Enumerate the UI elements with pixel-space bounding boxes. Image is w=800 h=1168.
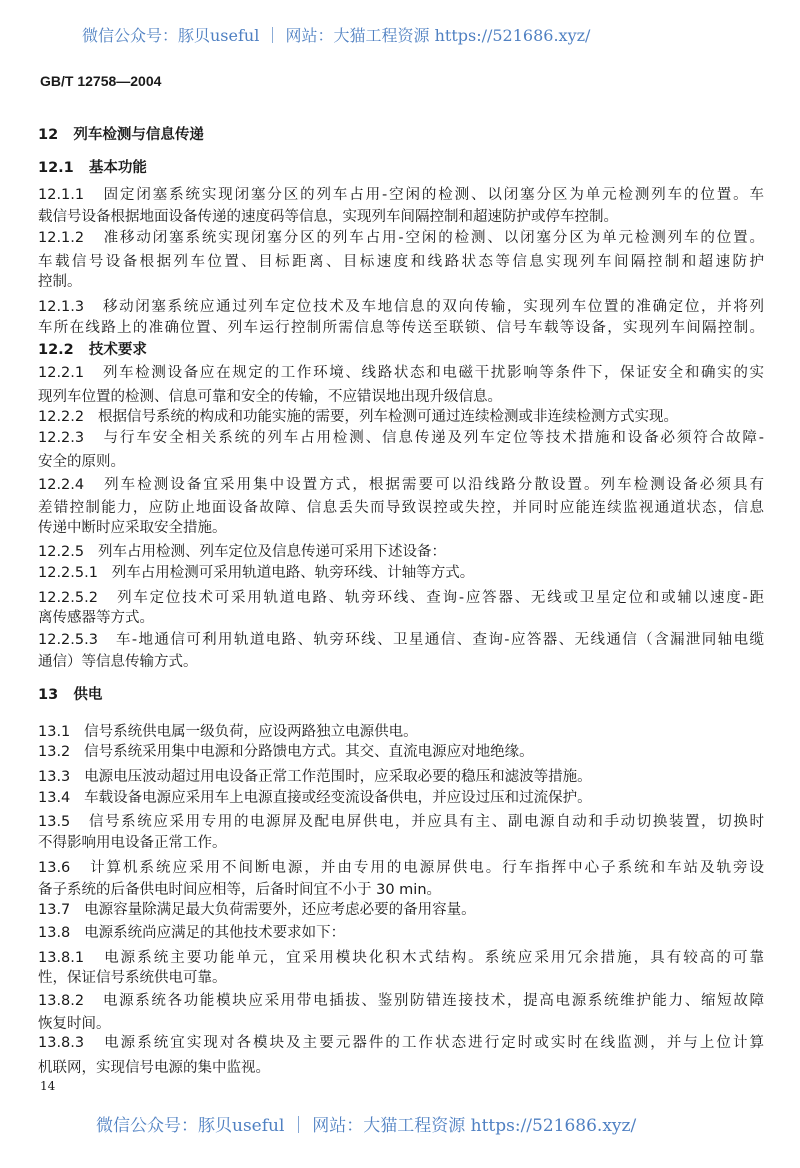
paragraph-line: 现列车位置的检测、信息可靠和安全的传输，不应错误地出现升级信息。 — [38, 389, 502, 405]
paragraph-line: 12.1.2 准移动闭塞系统实现闭塞分区的列车占用-空闲的检测、以闭塞分区为单元检测列车的位置。 — [38, 230, 764, 246]
paragraph-line: 12.1.1 固定闭塞系统实现闭塞分区的列车占用-空闲的检测、以闭塞分区为单元检测列车的位置。车 — [38, 187, 764, 203]
paragraph-line: 12.2.5.1 列车占用检测可采用轨道电路、轨旁环线、计轴等方式。 — [38, 565, 475, 581]
paragraph-line: 13.1 信号系统供电属一级负荷，应设两路独立电源供电。 — [38, 724, 418, 740]
paragraph-line: 控制。 — [38, 274, 82, 290]
paragraph-line: 通信）等信息传输方式。 — [38, 654, 198, 670]
paragraph-line: 传递中断时应采取安全措施。 — [38, 520, 227, 536]
paragraph-line: 13.8.1 电源系统主要功能单元，宜采用模块化积木式结构。系统应采用冗余措施，具有较高的可靠 — [38, 950, 764, 966]
paragraph-line: 12.2.5.2 列车定位技术可采用轨道电路、轨旁环线、查询-应答器、无线或卫星定位和或辅以速度-距 — [38, 590, 764, 606]
paragraph-line: 13.3 电源电压波动超过用电设备正常工作范围时，应采取必要的稳压和滤波等措施。 — [38, 769, 592, 785]
paragraph-line: 安全的原则。 — [38, 454, 125, 470]
paragraph-line: 12.1.3 移动闭塞系统应通过列车定位技术及车地信息的双向传输，实现列车位置的准确定位，并将列 — [38, 299, 764, 315]
watermark-header: 微信公众号：豚贝useful ｜ 网站：大猫工程资源 https://521686.xyz/ — [82, 26, 591, 45]
paragraph-line: 13.8 电源系统尚应满足的其他技术要求如下： — [38, 925, 346, 941]
paragraph-line: 13.7 电源容量除满足最大负荷需要外，还应考虑必要的备用容量。 — [38, 902, 476, 918]
paragraph-line: 载信号设备根据地面设备传递的速度码等信息，实现列车间隔控制和超速防护或停车控制。 — [38, 209, 618, 225]
paragraph-line: 13.8.2 电源系统各功能模块应采用带电插拔、鉴别防错连接技术，提高电源系统维护能力、缩短故障 — [38, 993, 764, 1009]
section-heading: 12.2 技术要求 — [38, 342, 147, 358]
paragraph-line: 12.2.5.3 车-地通信可利用轨道电路、轨旁环线、卫星通信、查询-应答器、无线通信（含漏泄同轴电缆 — [38, 632, 764, 648]
paragraph-line: 离传感器等方式。 — [38, 610, 154, 626]
paragraph-line: 12.2.4 列车检测设备宜采用集中设置方式，根据需要可以沿线路分散设置。列车检测设备必须具有 — [38, 477, 764, 493]
paragraph-line: 13.6 计算机系统应采用不间断电源，并由专用的电源屏供电。行车指挥中心子系统和车站及轨旁设 — [38, 860, 764, 876]
paragraph-line: 机联网，实现信号电源的集中监视。 — [38, 1060, 270, 1076]
paragraph-line: 性，保证信号系统供电可靠。 — [38, 970, 227, 986]
paragraph-line: 备子系统的后备供电时间应相等，后备时间宜不小于 30 min。 — [38, 882, 442, 898]
paragraph-line: 12.2.5 列车占用检测、列车定位及信息传递可采用下述设备： — [38, 544, 446, 560]
paragraph-line: 差错控制能力，应防止地面设备故障、信息丢失而导致误控或失控，并同时应能连续监视通道状态，信息 — [38, 500, 764, 516]
watermark-footer: 微信公众号：豚贝useful ｜ 网站：大猫工程资源 https://521686.xyz/ — [96, 1116, 637, 1136]
standard-code: GB/T 12758—2004 — [40, 73, 162, 89]
paragraph-line: 不得影响用电设备正常工作。 — [38, 835, 227, 851]
page-number: 14 — [40, 1079, 56, 1093]
paragraph-line: 车载信号设备根据列车位置、目标距离、目标速度和线路状态等信息实现列车间隔控制和超速防护 — [38, 254, 764, 270]
paragraph-line: 13.2 信号系统采用集中电源和分路馈电方式。其交、直流电源应对地绝缘。 — [38, 744, 534, 760]
paragraph-line: 车所在线路上的准确位置、列车运行控制所需信息等传送至联锁、信号车载等设备，实现列车间隔控制。 — [38, 320, 764, 336]
section-heading: 12.1 基本功能 — [38, 160, 147, 176]
paragraph-line: 13.5 信号系统应采用专用的电源屏及配电屏供电，并应具有主、副电源自动和手动切换装置，切换时 — [38, 814, 764, 830]
paragraph-line: 12.2.2 根据信号系统的构成和功能实施的需要，列车检测可通过连续检测或非连续检测方式实现。 — [38, 409, 678, 425]
paragraph-line: 13.8.3 电源系统宜实现对各模块及主要元器件的工作状态进行定时或实时在线监测，并与上位计算 — [38, 1035, 764, 1051]
paragraph-line: 恢复时间。 — [38, 1016, 111, 1032]
section-heading: 12 列车检测与信息传递 — [38, 127, 204, 143]
paragraph-line: 12.2.1 列车检测设备应在规定的工作环境、线路状态和电磁干扰影响等条件下，保证安全和确实的实 — [38, 365, 764, 381]
paragraph-line: 13.4 车载设备电源应采用车上电源直接或经变流设备供电，并应设过压和过流保护。 — [38, 790, 592, 806]
paragraph-line: 12.2.3 与行车安全相关系统的列车占用检测、信息传递及列车定位等技术措施和设备必须符合故障- — [38, 430, 764, 446]
section-heading: 13 供电 — [38, 687, 103, 703]
